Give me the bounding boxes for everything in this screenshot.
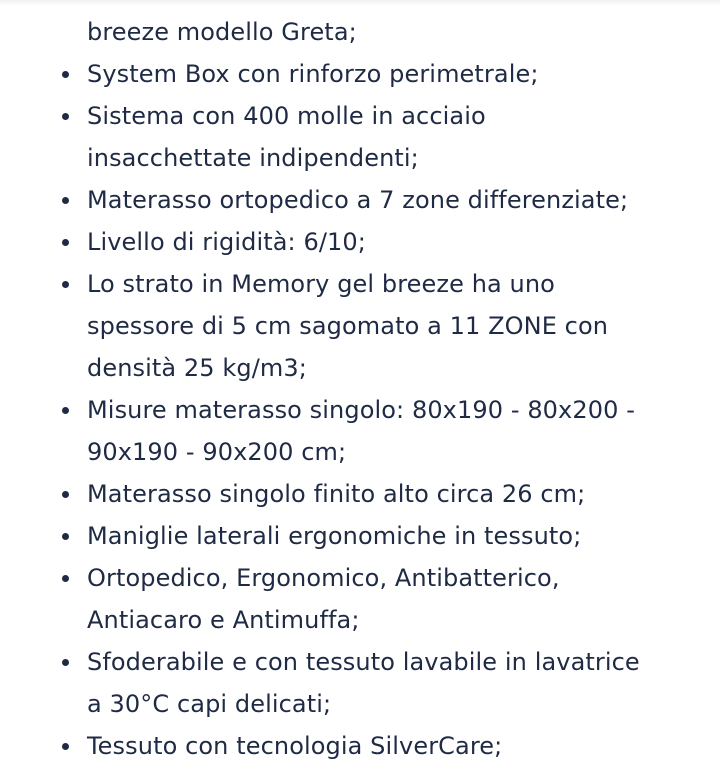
list-item-line: a 30°C capi delicati; [87, 690, 332, 718]
bullet-icon [62, 533, 69, 540]
list-item-line: System Box con rinforzo perimetrale; [87, 60, 539, 88]
bullet-icon [62, 239, 69, 246]
list-item-line: Sistema con 400 molle in acciaio [87, 102, 486, 130]
list-item-line: Sfoderabile e con tessuto lavabile in lavatrice [87, 648, 640, 676]
bullet-icon [62, 491, 69, 498]
list-item-line: Ortopedico, Ergonomico, Antibatterico, [87, 564, 560, 592]
list-item-line: spessore di 5 cm sagomato a 11 ZONE con [87, 312, 609, 340]
list-item-line: Maniglie laterali ergonomiche in tessuto; [87, 522, 582, 550]
list-item-line: Livello di rigidità: 6/10; [87, 228, 366, 256]
bullet-icon [62, 197, 69, 204]
bullet-icon [62, 659, 69, 666]
bullet-icon [62, 281, 69, 288]
bullet-icon [62, 407, 69, 414]
list-item-line: insacchettate indipendenti; [87, 144, 419, 172]
list-item-line: Antiacaro e Antimuffa; [87, 606, 360, 634]
top-shadow [0, 0, 720, 6]
bullet-icon [62, 575, 69, 582]
list-item-line: 90x190 - 90x200 cm; [87, 438, 347, 466]
list-item-line: Tessuto con tecnologia SilverCare; [87, 732, 503, 760]
list-item-line: Materasso singolo finito alto circa 26 cm; [87, 480, 586, 508]
list-item-line: densità 25 kg/m3; [87, 354, 307, 382]
list-item-line: breeze modello Greta; [87, 18, 357, 46]
list-item-line: Materasso ortopedico a 7 zone differenziate; [87, 186, 629, 214]
bullet-icon [62, 71, 69, 78]
list-item-line: Misure materasso singolo: 80x190 - 80x200 - [87, 396, 635, 424]
list-item-line: Lo strato in Memory gel breeze ha uno [87, 270, 555, 298]
bullet-icon [62, 113, 69, 120]
bullet-icon [62, 743, 69, 750]
